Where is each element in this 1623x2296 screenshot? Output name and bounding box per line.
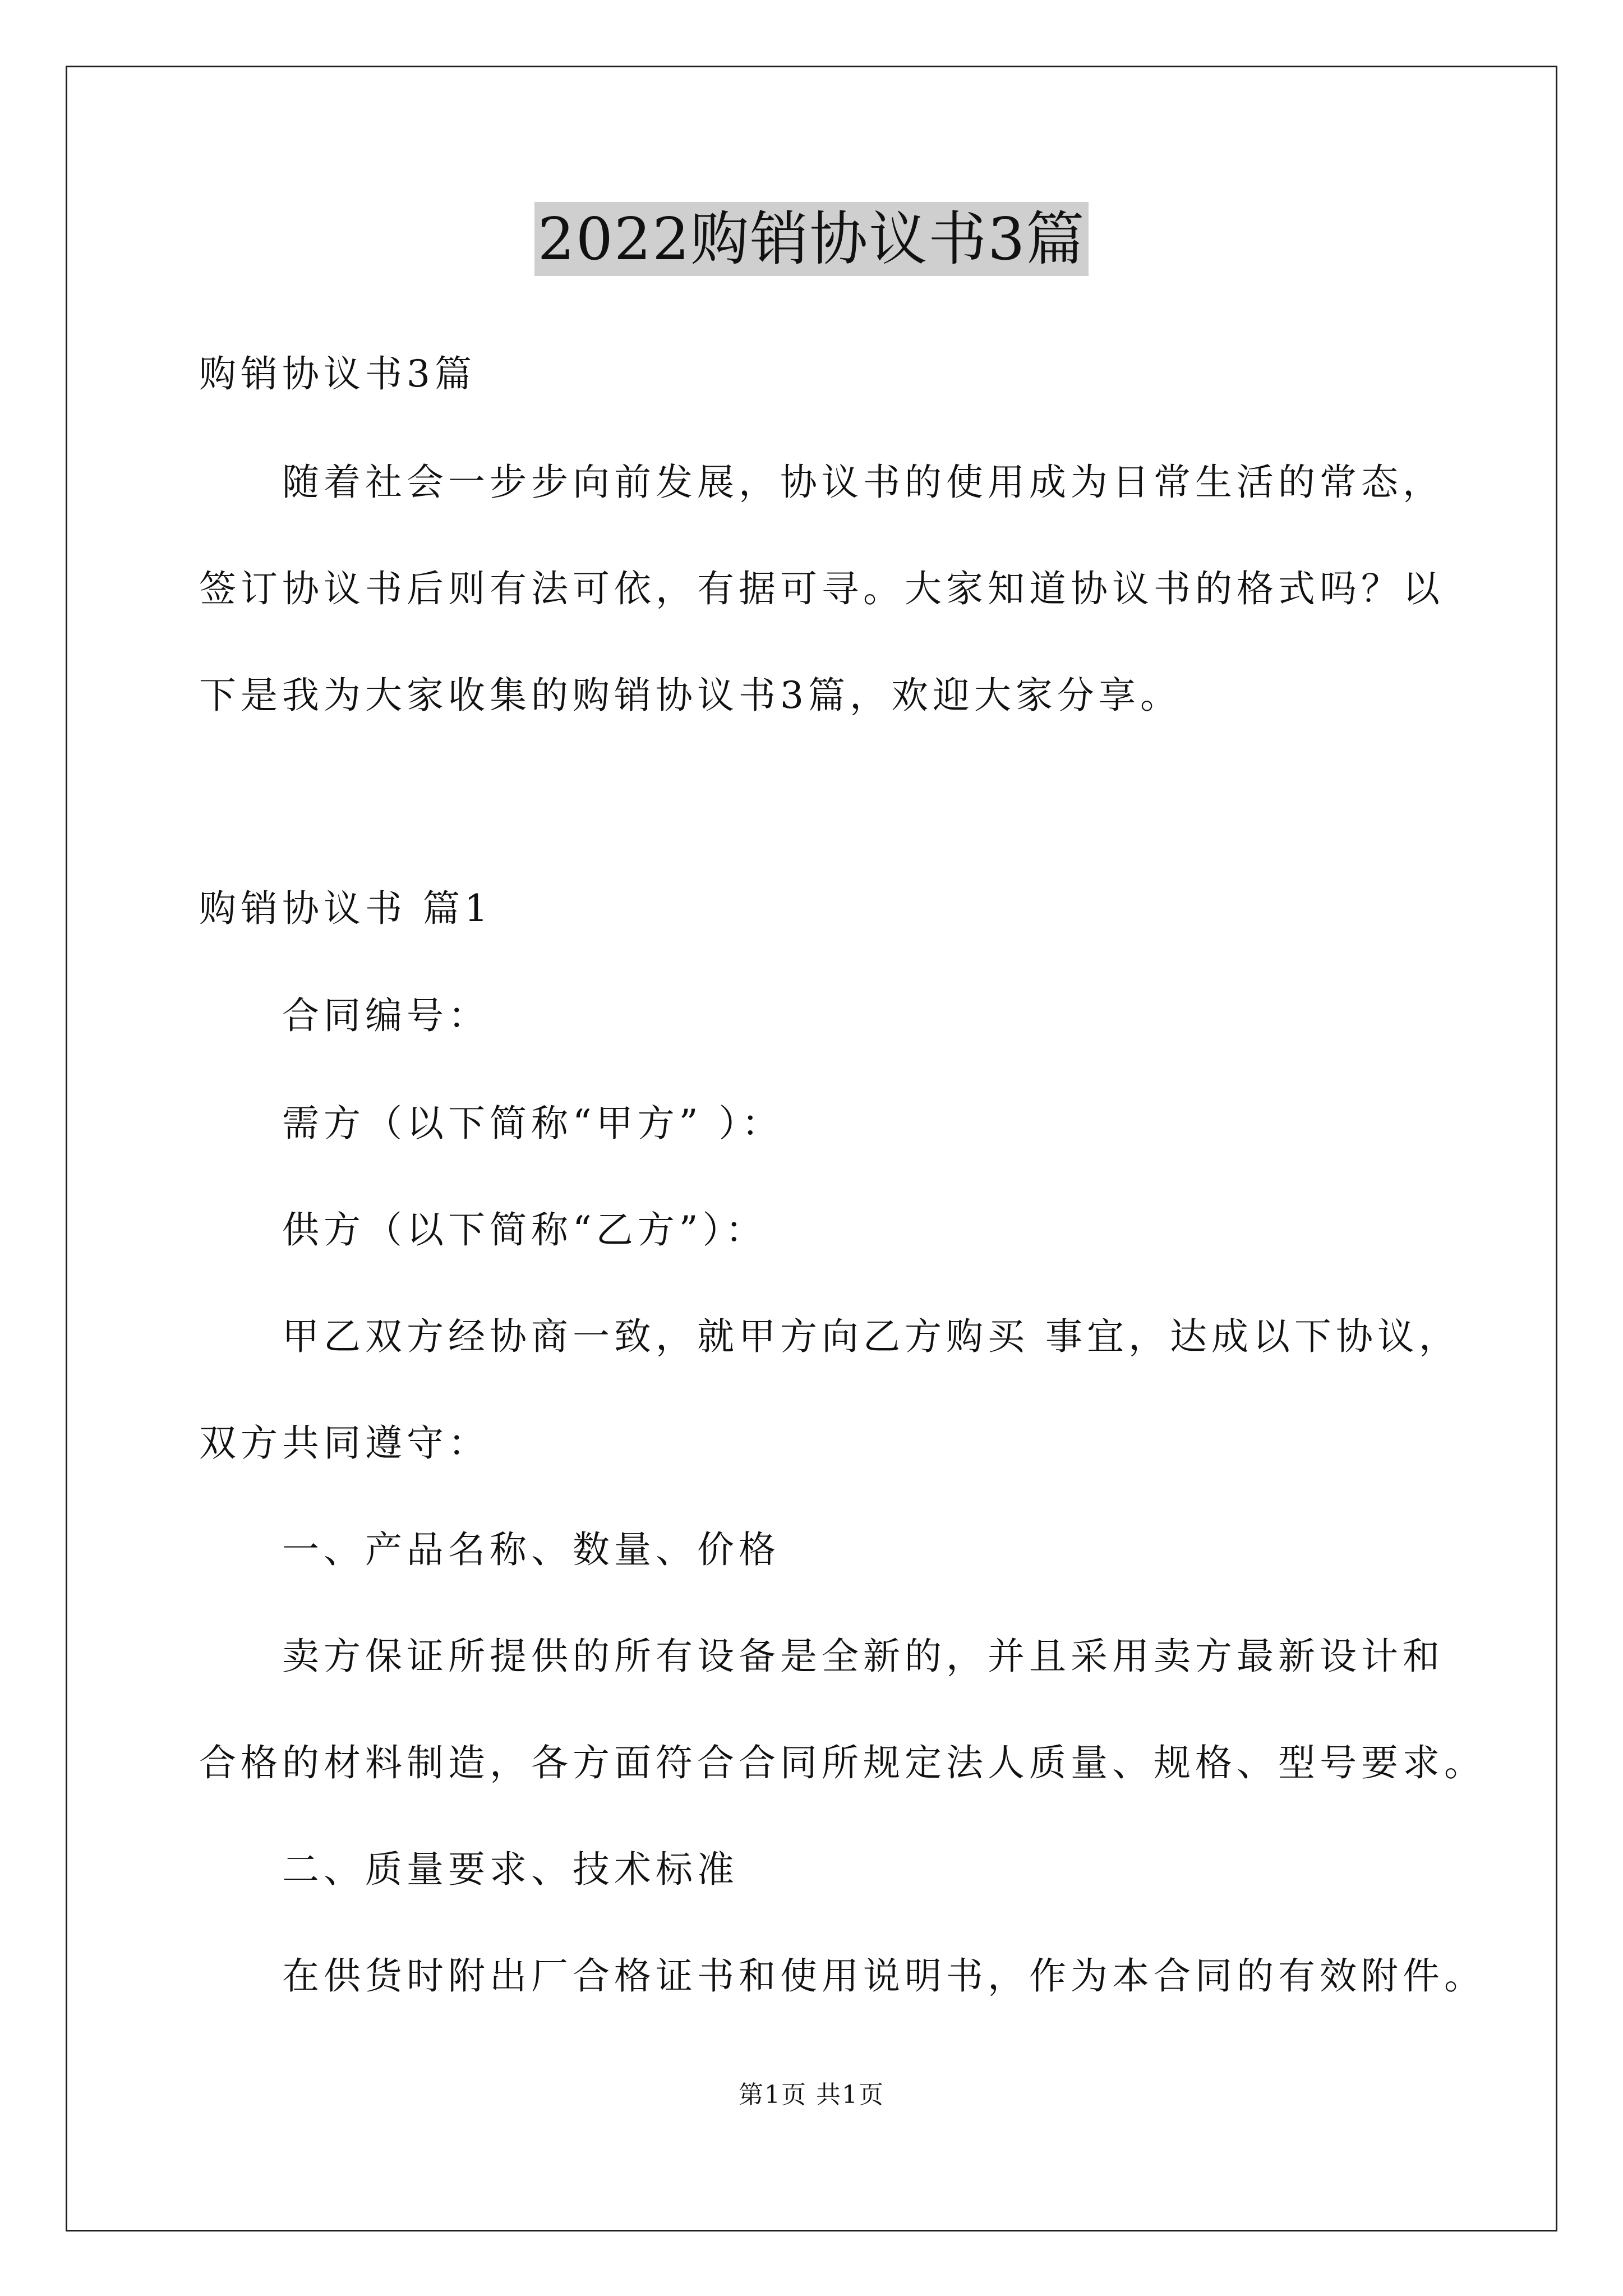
page-indicator: 第1页 共1页 bbox=[739, 2081, 884, 2109]
document-title-text: 2022购销协议书3篇 bbox=[534, 202, 1089, 276]
agreement-line-1: 甲乙双方经协商一致，就甲方向乙方购买 事宜，达成以下协议， bbox=[282, 1315, 1460, 1358]
document-subtitle: 购销协议书3篇 bbox=[199, 352, 476, 395]
intro-line-3: 下是我为大家收集的购销协议书3篇，欢迎大家分享。 bbox=[199, 674, 1182, 717]
clause-1-text-line-1: 卖方保证所提供的所有设备是全新的，并且采用卖方最新设计和 bbox=[282, 1635, 1444, 1678]
document-title bbox=[0, 202, 1623, 276]
section-heading: 购销协议书 篇1 bbox=[199, 887, 492, 930]
intro-line-2: 签订协议书后则有法可依，有据可寻。大家知道协议书的格式吗？以 bbox=[199, 567, 1444, 610]
clause-1-text-line-2: 合格的材料制造，各方面符合合同所规定法人质量、规格、型号要求。 bbox=[199, 1741, 1486, 1784]
intro-line-1: 随着社会一步步向前发展，协议书的使用成为日常生活的常态， bbox=[282, 461, 1444, 504]
supplier-party-line: 供方（以下简称“乙方”）： bbox=[282, 1208, 767, 1251]
clause-1-heading: 一、产品名称、数量、价格 bbox=[282, 1528, 780, 1571]
clause-2-heading: 二、质量要求、技术标准 bbox=[282, 1848, 739, 1891]
contract-number-line: 合同编号： bbox=[282, 994, 490, 1037]
agreement-line-2: 双方共同遵守： bbox=[199, 1421, 490, 1465]
clause-2-text-line-1: 在供货时附出厂合格证书和使用说明书，作为本合同的有效附件。 bbox=[282, 1954, 1486, 1998]
buyer-party-line: 需方（以下简称“甲方” ）： bbox=[282, 1102, 783, 1145]
